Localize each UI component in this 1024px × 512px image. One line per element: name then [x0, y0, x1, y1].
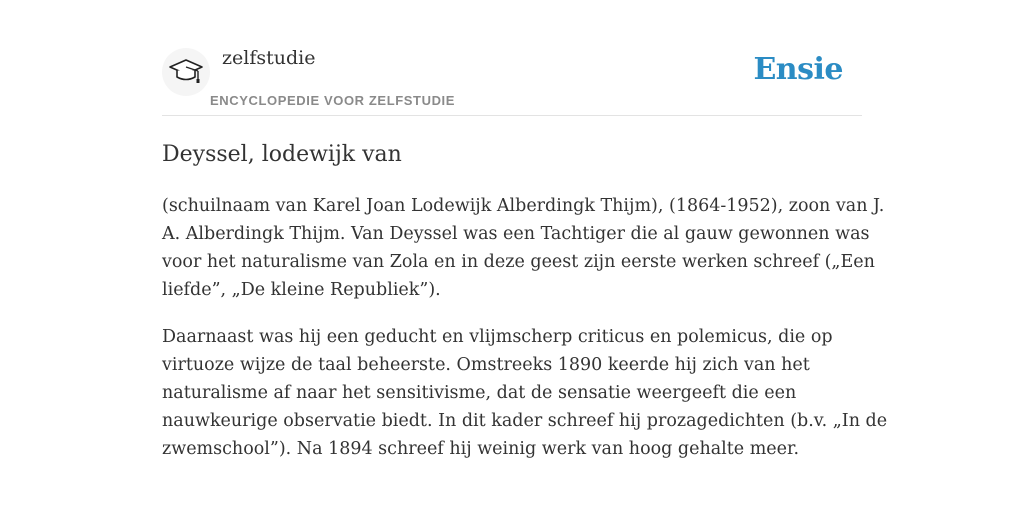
header-divider: [162, 115, 862, 116]
text-line: zwemschool”). Na 1894 schreef hij weinig werk van hoog gehalte meer.: [162, 439, 800, 459]
text-line: voor het naturalisme van Zola en in deze geest zijn eerste werken schreef („Een: [162, 252, 875, 272]
text-line: liefde”, „De kleine Republiek”).: [162, 280, 441, 300]
site-name[interactable]: zelfstudie: [222, 47, 316, 69]
page-title: Deyssel, lodewijk van: [162, 142, 402, 167]
text-line: A. Alberdingk Thijm. Van Deyssel was een Tachtiger die al gauw gewonnen was: [162, 224, 870, 244]
site-tagline: ENCYCLOPEDIE VOOR ZELFSTUDIE: [210, 93, 456, 108]
text-line: (schuilnaam van Karel Joan Lodewijk Alberdingk Thijm), (1864-1952), zoon van J.: [162, 196, 885, 216]
graduation-cap-icon: [167, 57, 205, 87]
paragraph: [162, 192, 885, 304]
paragraph: [162, 323, 888, 463]
text-line: nauwkeurige observatie biedt. In dit kader schreef hij prozagedichten (b.v. „In de: [162, 411, 888, 431]
site-logo[interactable]: [162, 48, 210, 96]
text-line: virtuoze wijze de taal beheerste. Omstreeks 1890 keerde hij zich van het: [162, 355, 810, 375]
text-line: naturalisme af naar het sensitivisme, dat de sensatie weergeeft die een: [162, 383, 797, 403]
entry-body: [162, 192, 888, 482]
text-line: Daarnaast was hij een geducht en vlijmscherp criticus en polemicus, die op: [162, 327, 833, 347]
brand-logo-link[interactable]: Ensie: [753, 52, 843, 87]
